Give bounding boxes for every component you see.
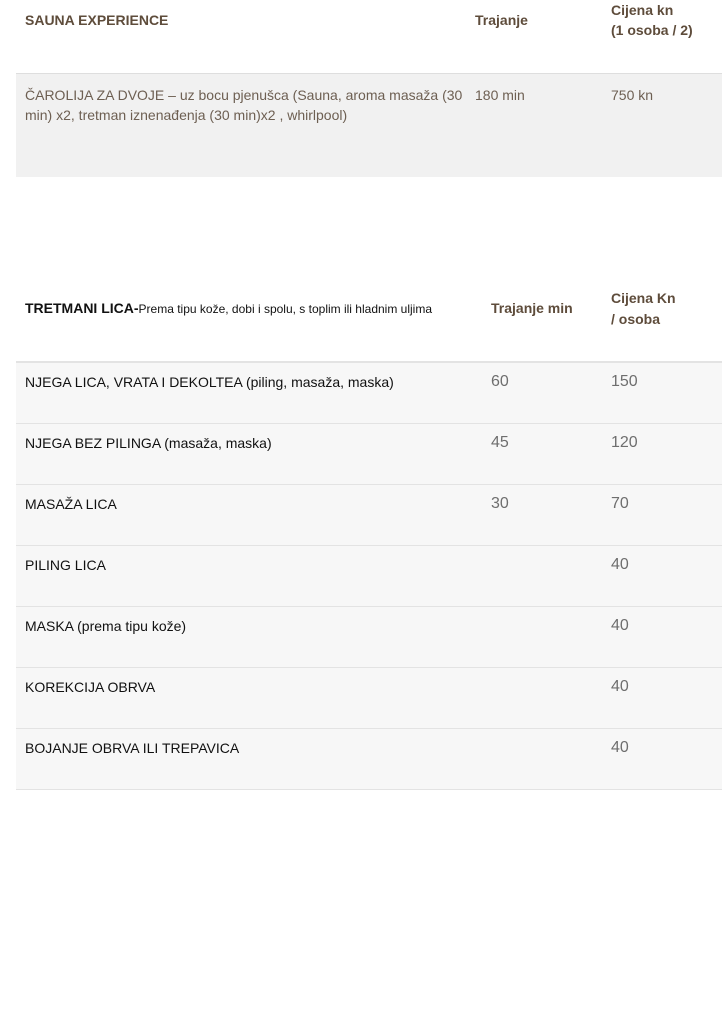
treatment-name: NJEGA BEZ PILINGA (masaža, maska) [25, 435, 272, 451]
treatment-name: MASAŽA LICA [25, 496, 117, 512]
face-duration-header: Trajanje min [491, 300, 573, 316]
treatment-name: NJEGA LICA, VRATA I DEKOLTEA (piling, masaža, maska) [25, 374, 394, 390]
face-table-title-bold: TRETMANI LICA- [25, 300, 139, 316]
sauna-price-header: Cijena kn (1 osoba / 2) [611, 2, 693, 38]
table-row [16, 546, 722, 607]
sauna-table-title: SAUNA EXPERIENCE [25, 12, 169, 28]
table-row [16, 729, 722, 790]
treatment-duration: 180 min [475, 87, 525, 103]
treatment-duration: 60 [491, 373, 509, 390]
sauna-table-header [16, 0, 722, 74]
face-treatments-table [16, 280, 722, 790]
treatment-price: 150 [611, 373, 638, 390]
treatment-name: KOREKCIJA OBRVA [25, 679, 156, 695]
face-table-subtitle: Prema tipu kože, dobi i spolu, s toplim ili hladnim uljima [138, 302, 433, 316]
treatment-duration: 45 [491, 434, 509, 451]
treatment-price: 40 [611, 678, 629, 695]
treatment-duration: 30 [491, 495, 509, 512]
table-row [16, 424, 722, 485]
table-row [16, 668, 722, 729]
table-row [16, 363, 722, 424]
treatment-price: 70 [611, 495, 629, 512]
table-row [16, 485, 722, 546]
table-row [16, 74, 722, 177]
treatment-price: 40 [611, 617, 629, 634]
treatment-price: 40 [611, 556, 629, 573]
treatment-name: ČAROLIJA ZA DVOJE – uz bocu pjenušca (Sauna, aroma masaža (30 min) x2, tretman iznenađenja (30 min)x2 , whirlpool) [25, 87, 463, 123]
treatment-price: 750 kn [611, 87, 654, 103]
face-price-header: Cijena Kn / osoba [611, 290, 676, 327]
treatment-name: BOJANJE OBRVA ILI TREPAVICA [25, 740, 240, 756]
sauna-duration-header: Trajanje [475, 12, 528, 28]
treatment-name: PILING LICA [25, 557, 106, 573]
face-table-header [16, 280, 722, 363]
sauna-experience-table [16, 0, 722, 177]
face-table-title [25, 300, 432, 316]
treatment-name: MASKA (prema tipu kože) [25, 618, 187, 634]
treatment-price: 40 [611, 739, 629, 756]
treatment-price: 120 [611, 434, 638, 451]
table-row [16, 607, 722, 668]
